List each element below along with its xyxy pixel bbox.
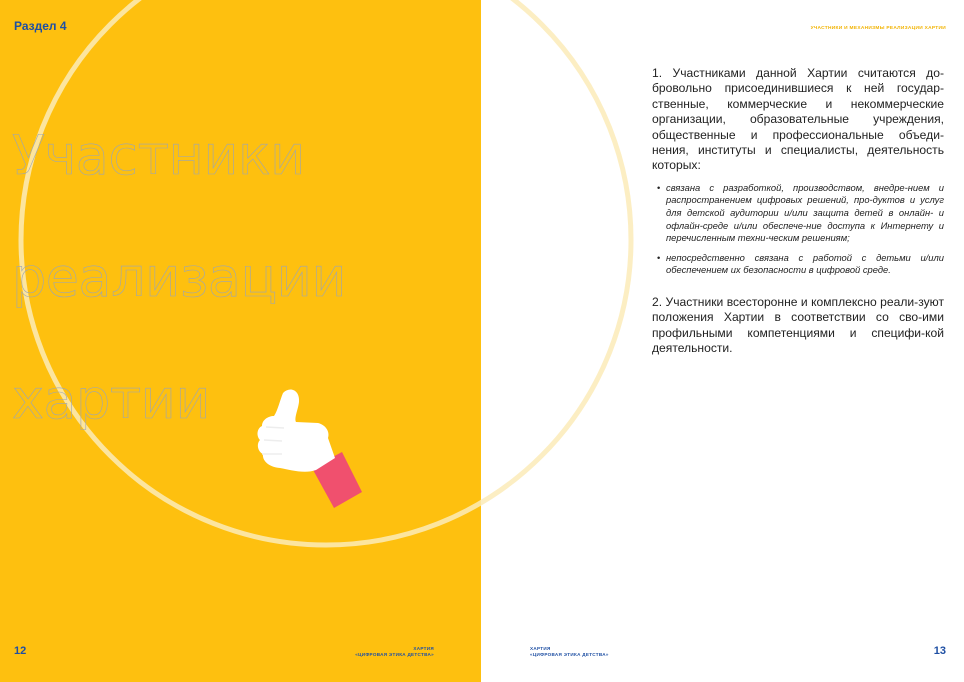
list-item-text: непосредственно связана с работой с детьми и/или обеспечением их безопасности в цифровой среде. xyxy=(666,251,944,276)
running-head: УЧАСТНИКИ И МЕХАНИЗМЫ РЕАЛИЗАЦИИ ХАРТИИ xyxy=(810,26,946,31)
charter-logo-right xyxy=(530,646,609,657)
bullet-marker: • xyxy=(657,251,661,263)
paragraph: 2. Участники всесторонне и комплексно реали-зуют положения Хартии в соответствии со сво-ими профильными компетенциями и специфи-кой деятельности. xyxy=(652,295,944,356)
chapter-title-line: Участники xyxy=(12,124,305,187)
list-item xyxy=(657,251,944,277)
bullet-marker: • xyxy=(657,181,661,193)
bullet-list xyxy=(657,181,944,277)
paragraph: 1. Участниками данной Хартии считаются до-бровольно присоединившиеся к ней государ-ственные, коммерческие и некоммерческие организации, образовательные учреждения, общественные и профессиональные объеди-нения, институты и специалисты, деятельность которых: xyxy=(652,66,944,173)
page-content xyxy=(652,66,944,365)
charter-logo-left xyxy=(354,646,434,657)
logo-line: ХАРТИЯ xyxy=(413,646,434,651)
section-label: Раздел 4 xyxy=(14,19,67,33)
page-number-left: 12 xyxy=(14,645,27,657)
chapter-title-line: реализации xyxy=(12,246,346,309)
list-item-text: связана с разработкой, производством, внедре-нием и распространением цифровых решений, про-дуктов и услуг для детской аудитории и/или защита детей в онлайн- и офлайн-среде и/или обеспече-ние доступа к Интернету и перечисленным техни-ческим решениям; xyxy=(666,181,944,244)
list-item xyxy=(657,181,944,245)
logo-line: «ЦИФРОВАЯ ЭТИКА ДЕТСТВА» xyxy=(530,651,609,657)
chapter-title xyxy=(12,64,346,491)
page-number-right: 13 xyxy=(933,645,946,657)
logo-line: ХАРТИЯ xyxy=(530,646,551,651)
logo-line: «ЦИФРОВАЯ ЭТИКА ДЕТСТВА» xyxy=(355,651,434,657)
chapter-title-line: хартии xyxy=(12,368,210,431)
